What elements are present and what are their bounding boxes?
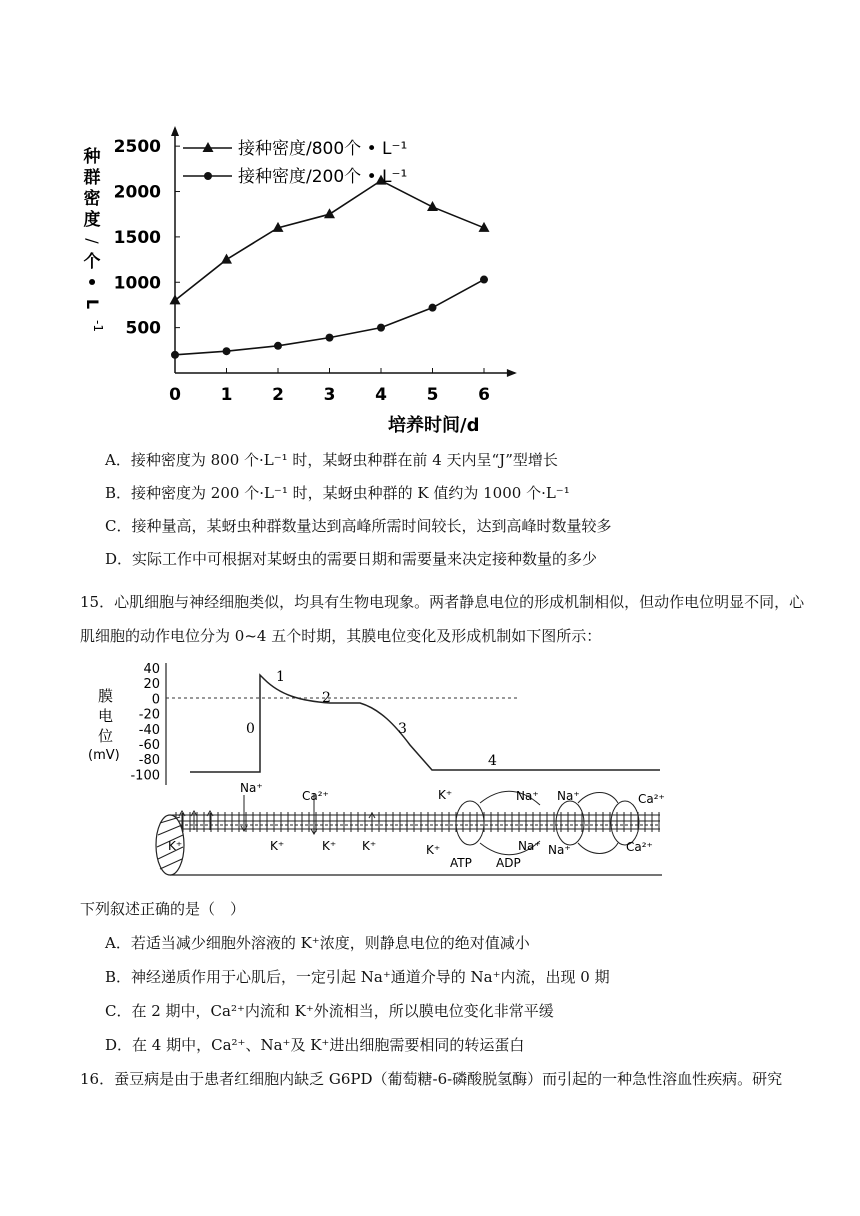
ion-label: Ca²⁺	[638, 792, 665, 806]
q14-option-a[interactable]: A．接种密度为 800 个·L⁻¹ 时，某蚜虫种群在前 4 天内呈“J”型增长	[105, 451, 558, 469]
series-line	[175, 181, 484, 301]
ion-label: Na⁺	[240, 781, 263, 795]
x-tick-label: 0	[169, 385, 181, 405]
y-label-char: /	[83, 238, 102, 244]
triangle-point	[427, 201, 438, 211]
ion-label: Na⁺	[557, 789, 580, 803]
x-tick-label: 1	[220, 385, 233, 405]
y-label-char: (mV)	[88, 748, 120, 763]
x-tick-label: 2	[272, 385, 284, 405]
legend-marker	[203, 142, 214, 152]
circle-point	[274, 342, 282, 350]
x-tick-label: 5	[426, 385, 439, 405]
ion-label: K⁺	[426, 843, 441, 857]
ion-label: K⁺	[322, 839, 337, 853]
q14-option-b[interactable]: B．接种密度为 200 个·L⁻¹ 时，某蚜虫种群的 K 值约为 1000 个·L⁻¹	[105, 484, 570, 502]
q15-question: 下列叙述正确的是（ ）	[80, 900, 246, 918]
q15-option-c[interactable]: C．在 2 期中，Ca²⁺内流和 K⁺外流相当，所以膜电位变化非常平缓	[105, 1002, 554, 1020]
ion-label: K⁺	[270, 839, 285, 853]
y-axis-label	[88, 687, 120, 763]
y-tick-label: 2000	[113, 182, 161, 203]
ion-label: K⁺	[168, 839, 183, 853]
atp-label: ATP	[450, 856, 472, 870]
y-tick-label: 1000	[113, 273, 161, 294]
cell-membrane-diagram	[156, 791, 662, 875]
triangle-point	[221, 254, 232, 264]
legend-label: 接种密度/800个 • L⁻¹	[238, 139, 408, 159]
circle-point	[480, 276, 488, 284]
legend-marker	[204, 172, 212, 180]
phase-label-3: 3	[398, 721, 407, 737]
phase-label-1: 1	[276, 669, 285, 685]
x-axis-label: 培养时间/d	[388, 415, 480, 436]
x-tick-label: 4	[375, 385, 387, 405]
y-label-char: 群	[83, 168, 101, 188]
y-axis-arrow	[171, 126, 179, 136]
y-label-char: 度	[83, 210, 101, 230]
y-tick-label: 1500	[113, 227, 161, 248]
y-tick-label: 20	[143, 677, 160, 693]
action-potential-curve	[190, 675, 660, 772]
q15-option-d[interactable]: D．在 4 期中，Ca²⁺、Na⁺及 K⁺进出细胞需要相同的转运蛋白	[105, 1036, 525, 1054]
x-axis-arrow	[507, 369, 517, 377]
ion-label: Na⁺	[548, 843, 571, 857]
y-tick-label: -100	[130, 768, 160, 784]
x-tick-label: 3	[323, 385, 336, 405]
y-label-char: 膜	[98, 687, 114, 705]
ion-label: K⁺	[362, 839, 377, 853]
ion-label: K⁺	[438, 788, 453, 802]
phase-label-2: 2	[322, 690, 331, 706]
chart-axes	[171, 126, 517, 377]
series-line	[175, 280, 484, 355]
y-label-char: 位	[98, 727, 114, 745]
ion-label: Na⁺	[518, 839, 541, 853]
circle-point	[171, 351, 179, 359]
y-tick-labels	[114, 137, 180, 338]
y-label-char: 电	[98, 707, 114, 725]
y-label-char: •	[86, 273, 98, 293]
legend-label: 接种密度/200个 • L⁻¹	[238, 167, 408, 187]
y-axis-label	[83, 147, 106, 332]
population-density-chart	[70, 118, 540, 438]
y-tick-label: 500	[125, 318, 161, 339]
y-label-char: 个	[83, 252, 101, 272]
q15-option-a[interactable]: A．若适当减少细胞外溶液的 K⁺浓度，则静息电位的绝对值减小	[105, 934, 530, 952]
triangle-point	[170, 294, 181, 304]
chart-series	[170, 175, 490, 359]
q15-option-b[interactable]: B．神经递质作用于心肌后，一定引起 Na⁺通道介导的 Na⁺内流，出现 0 期	[105, 968, 610, 986]
y-label-char: -1	[91, 320, 105, 332]
q14-option-c[interactable]: C．接种量高，某蚜虫种群数量达到高峰所需时间较长，达到高峰时数量较多	[105, 517, 612, 535]
y-tick-label: 2500	[113, 137, 161, 158]
circle-point	[326, 334, 334, 342]
y-tick-labels	[130, 662, 160, 783]
y-tick-label: 0	[151, 692, 160, 708]
circle-point	[377, 324, 385, 332]
adp-label: ADP	[496, 856, 521, 870]
y-label-char: L	[83, 298, 102, 310]
y-label-char: 种	[83, 147, 101, 167]
ion-label: Ca²⁺	[626, 840, 653, 854]
ion-label: Na⁺	[516, 789, 539, 803]
q14-option-d[interactable]: D．实际工作中可根据对某蚜虫的需要日期和需要量来决定接种数量的多少	[105, 550, 598, 568]
triangle-point	[324, 208, 335, 218]
q16-stem: 16．蚕豆病是由于患者红细胞内缺乏 G6PD（葡萄糖-6-磷酸脱氢酶）而引起的一种急性溶血性疾病。研究	[80, 1070, 783, 1088]
circle-point	[429, 304, 437, 312]
y-tick-label: -20	[138, 707, 160, 723]
phase-label-0: 0	[246, 721, 255, 737]
x-tick-label: 6	[478, 385, 490, 405]
y-tick-label: -40	[138, 722, 160, 738]
y-tick-label: -80	[138, 753, 160, 769]
circle-point	[223, 347, 231, 355]
y-tick-label: 40	[143, 662, 160, 677]
q15-stem: 15．心肌细胞与神经细胞类似，均具有生物电现象。两者静息电位的形成机制相似，但动作电位明显不同，心肌细胞的动作电位分为 0~4 五个时期，其膜电位变化及形成机制如下图所示：	[80, 593, 805, 645]
membrane-potential-figure	[70, 655, 690, 885]
y-label-char: 密	[83, 189, 101, 209]
chart-legend	[183, 139, 407, 187]
y-tick-label: -60	[138, 738, 160, 753]
ion-label: Ca²⁺	[302, 789, 329, 803]
phase-label-4: 4	[488, 753, 497, 769]
